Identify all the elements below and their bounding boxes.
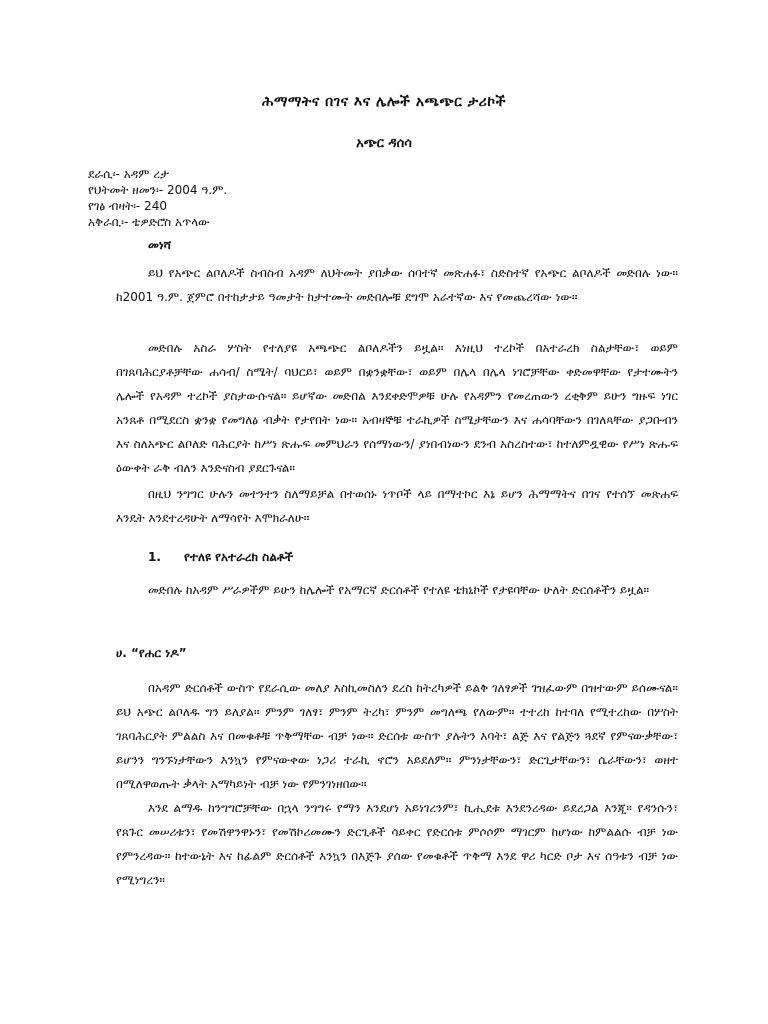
section-1-title: የተለዩ የአተራረክ ስልቶች (184, 550, 294, 564)
document-title: ሕማማትና በገና እና ሌሎች አጫጭር ታሪኮች (262, 94, 506, 110)
section-1-heading (148, 550, 293, 565)
preface-heading: መነሻ (148, 238, 172, 252)
meta-pages-line: የገፅ ብዛት፡- 240 (88, 199, 167, 213)
section-2-heading: ሀ. “የሐር ነዶ” (116, 646, 187, 660)
paragraph-2: መድበሉ አስራ ሦስት የተለያዩ አጫጭር ልቦለዶችን ይዟል። እነዚህ ተረኮች በአተራረክ ስልታቸው፣ ወይም በገጸባሕርያቶቻቸው ሐሳብ/ ስሜት/ ባህርይ፣ ወይም በቋንቋቸው፣ ወይም በሌላ በሌላ ነገሮቻቸው ቀድመዋቸው የታተሙትን ሌሎች የአዳም ተረኮች ያስታውሱናል። ይሆኛው መድበል እንደቀድሞዎቹ ሁሉ የአዳምን የመረጠውን ረቂቅም ይሁን ግዙፍ ነገር አንጸቶ በሚደርስ ቋንቋ የመግለፅ ብቃት የታየበት ነው። አብዛኞቹ ተራኪዎች ስሜታቸውን እና ሐሳባቸውን በገለጻቸው ያጋቡብን እና ስለአጭር ልቦለድ ባሕርያት ከሥነ ጽሑፍ መምህራን የሰማነውን/ ያነበብነውን ደንብ አስረስተው፣ ከተለምዷዊው የሥነ ጽሑፍ ዕውቀት ራቅ ብለን እንድናስብ ያደርጉናል። (116, 341, 678, 475)
meta-author-line: ደራሲ፡- አዳም ረታ (88, 167, 170, 181)
paragraph-3: በዚህ ንግግር ሁሉን መተንተን ስለማይቻል በተወሰኑ ነጥቦች ላይ በማተኮር እኔ ይሆን ሕማማትና በገና የተሰኘ መጽሐፍ እንዴት እንደተረዳሁት ለማሳየት እሞክራለሁ። (116, 487, 678, 525)
section-1-number: 1. (148, 550, 161, 564)
document-subtitle: አጭር ዳሰሳ (356, 136, 412, 151)
paragraph-6: እንደ ልማዱ ከንግግሮቻቸው በኋላ ንግግሩ የማን እንደሆነ አይነገረንም፣ ኪሒደቱ እንደንረዳው ይደረጋል እንጂ። የዳንሱን፣ የጸጉር መሠሪቱን፣ የመሽዋንዋኑን፣ የመሽኮሪመሙን ድርጊቶች ሳይቀር የድርሰቱ ምሶሶም ማገርም ከሆነው ከምልልሱ ብቻ ነው የምንረዳው። ከተውኔት እና ከፊልም ድርሰቶች እንኳን በእጅጉ ያሰው የመቁቶች ጥቅማ እንደ ዋሪ ካርድ ቦታ እና ሰዓቱን ብቻ ነው የሚነግረን። (116, 801, 678, 887)
meta-year-line: የህትመት ዘመን፡- 2004 ዓ.ም. (88, 183, 228, 197)
paragraph-5: በአዳም ድርሰቶች ውስጥ የደራሲው መለያ እስኪመስለን ደረስ ከትረካዎች ይልቅ ገለፃዎች ገዝፈውም በዝተውም ይሰሙናል። ይህ አጭር ልቦለዱ ግን ይለያል። ምንም ገለፃ፣ ምንም ትረካ፣ ምንም መግለጫ የለውም። ተተረከ ከተባለ የሚተረከው በሦስት ገጸባሕርያት ምልልስ እና በመቁቶቹ ጥቅማቸው ብቻ ነው። ድርሰቱ ውስጥ ያሉትን እባት፣ ልጅ እና የልጅን ጓደኛ የምናውቃቸው፣ ይሆንን ግንኙነታቸውን እንኳን የምናውቀው ነጋሪ ተራኪ ኖሮን አይደለም። ምንነታቸውን፣ ድርጊታቸውን፣ ሴራቸውን፣ ወዘተ በሚለዋወጡት ቃላት አማካይነት ብቻ ነው የምንገነዘበው። (116, 681, 678, 791)
paragraph-4: መድበሉ ከአዳም ሥራዎችም ይሁን ከሌሎች የአማርኛ ድርሰቶች የተለዩ ቴክኒኮች የታዩባቸው ሁለት ድርሰቶችን ይዟል። (148, 583, 650, 597)
paragraph-1: ይህ የአጭር ልቦለዶች ስብስብ አዳም ለህትመት ያበቃው ሰባተኛ መጽሐፉ፣ ስድስተኛ የአጭር ልቦለዶች መድበሉ ነው። ከ2001 ዓ.ም. ጀምሮ በተከታታይ ዓመታት ከታተሙት መድበሎቹ ደግሞ አራተኛው እና የመጨረሻው ነው። (116, 266, 678, 304)
meta-presenter-line: አቅራቢ፡- ቴዎድሮስ አጥላው (88, 215, 210, 229)
book-metadata (88, 166, 227, 230)
